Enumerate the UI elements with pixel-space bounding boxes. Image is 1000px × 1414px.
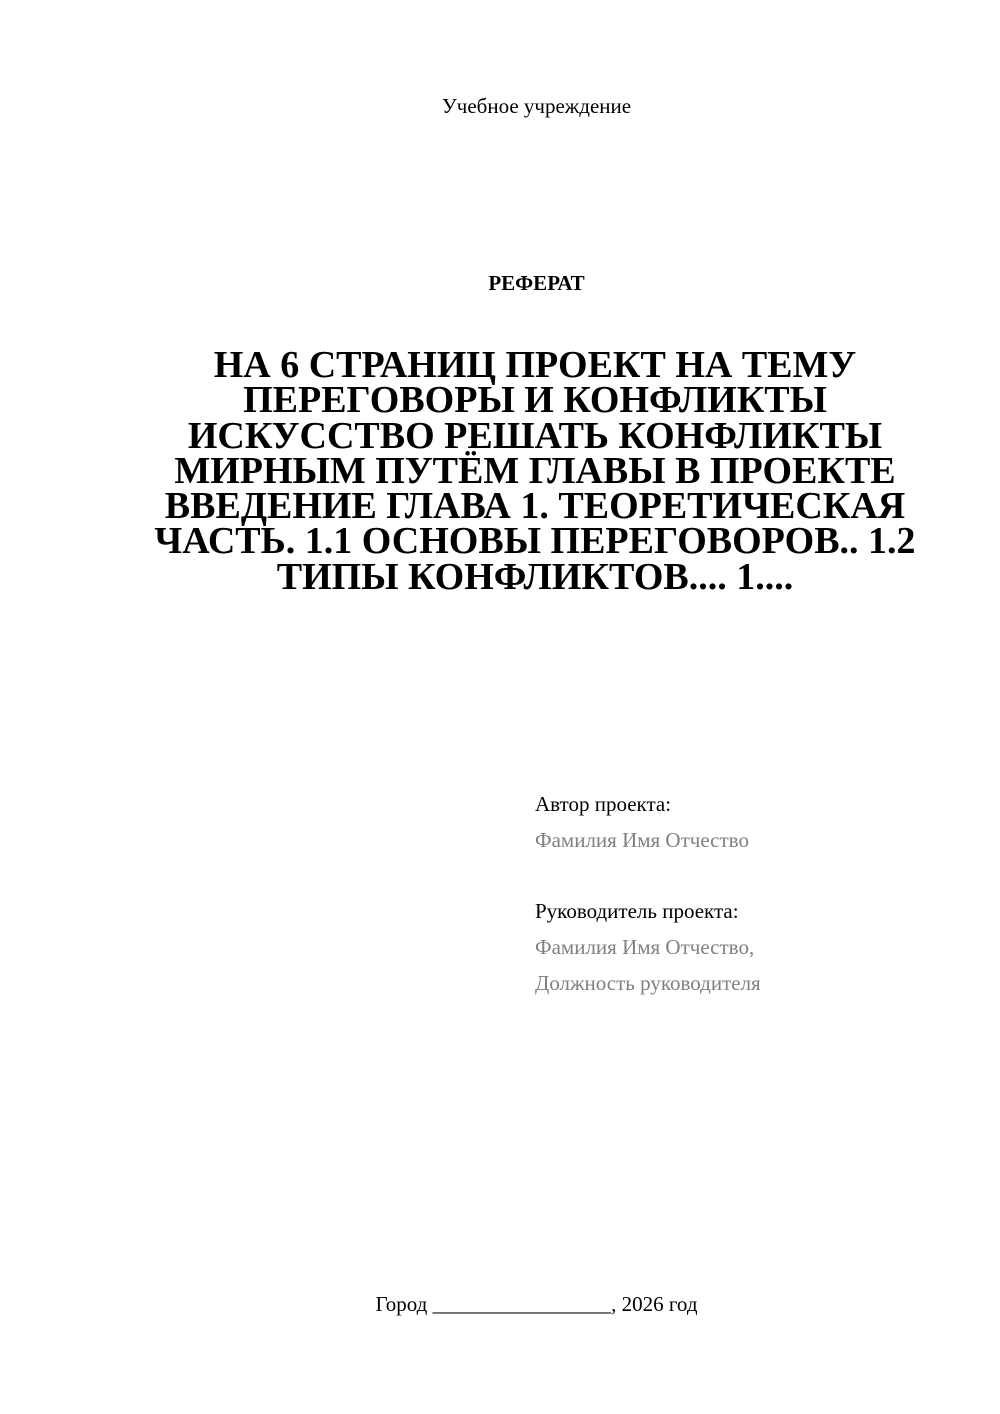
author-name: Фамилия Имя Отчество bbox=[535, 828, 749, 852]
author-block bbox=[535, 786, 975, 858]
author-label: Автор проекта: bbox=[535, 792, 672, 816]
document-title: НА 6 СТРАНИЦ ПРОЕКТ НА ТЕМУ ПЕРЕГОВОРЫ И КОНФЛИКТЫ ИСКУССТВО РЕШАТЬ КОНФЛИКТЫ МИРНЫМ ПУТЁМ ГЛАВЫ В ПРОЕКТЕ ВВЕДЕНИЕ ГЛАВА 1. ТЕОРЕТИЧЕСКАЯ ЧАСТЬ. 1.1 ОСНОВЫ ПЕРЕГОВОРОВ.. 1.2 ТИПЫ КОНФЛИКТОВ.... 1.... bbox=[154, 344, 916, 598]
institution-name: Учебное учреждение bbox=[441, 94, 632, 118]
city-year-footer: Город _________________, 2026 год bbox=[375, 1292, 698, 1316]
supervisor-label: Руководитель проекта: bbox=[535, 899, 739, 923]
supervisor-name: Фамилия Имя Отчество, bbox=[535, 935, 755, 959]
supervisor-block bbox=[535, 893, 975, 1001]
document-type: РЕФЕРАТ bbox=[488, 271, 585, 295]
supervisor-position: Должность руководителя bbox=[535, 971, 761, 995]
